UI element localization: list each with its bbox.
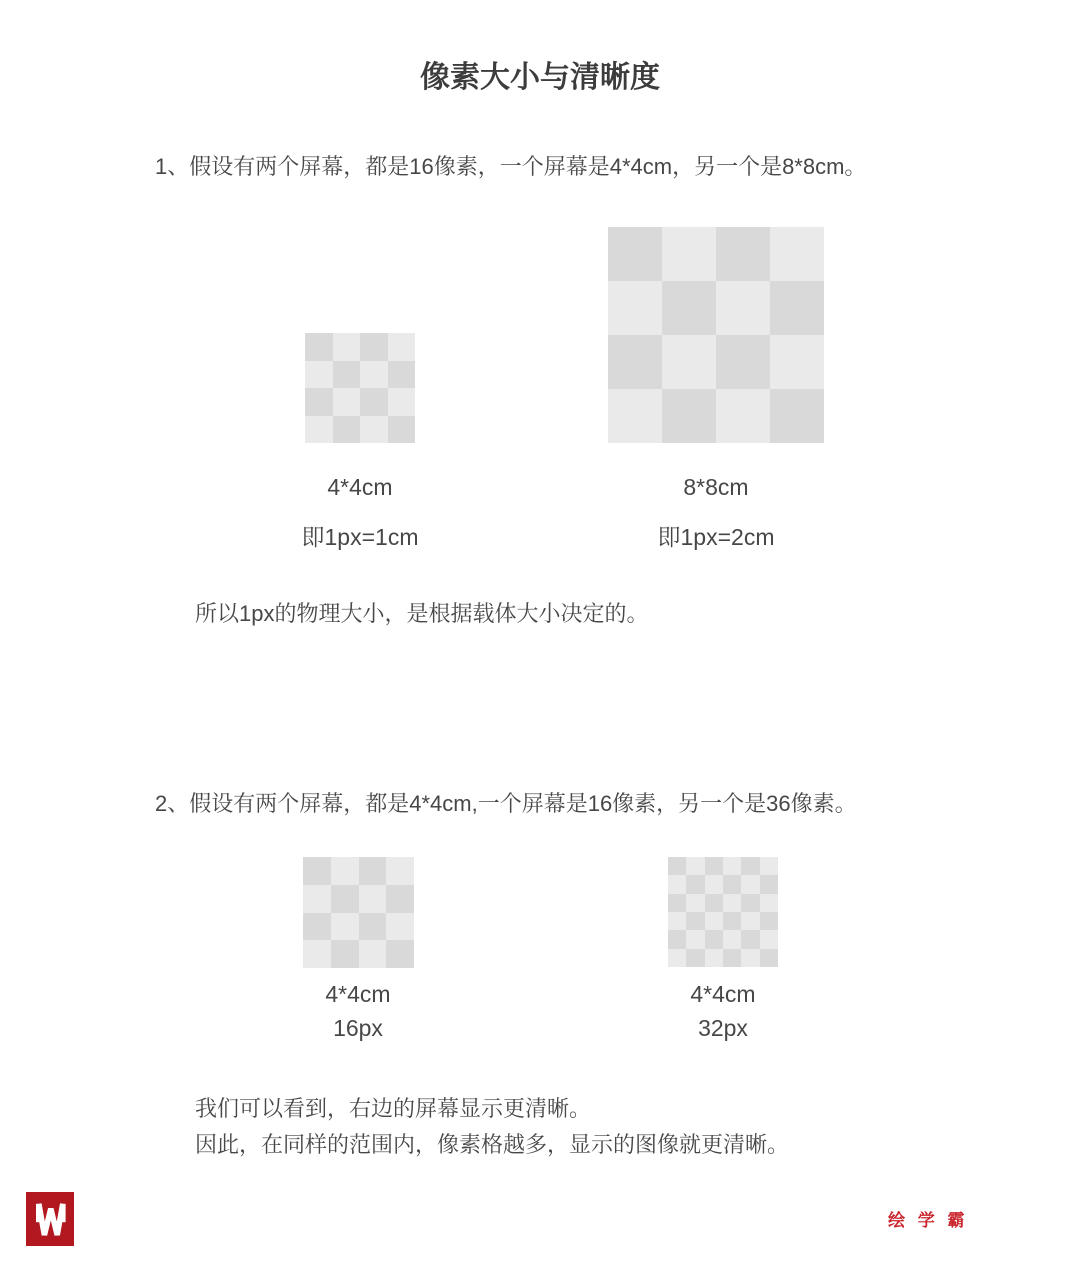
pixel-cell xyxy=(770,281,824,335)
pixel-cell xyxy=(333,388,361,416)
pixel-cell xyxy=(668,875,686,893)
pixel-cell xyxy=(662,281,716,335)
pixel-cell xyxy=(723,875,741,893)
section1-heading: 1、假设有两个屏幕，都是16像素，一个屏幕是4*4cm，另一个是8*8cm。 xyxy=(155,154,867,179)
pixel-cell xyxy=(716,335,770,389)
page-title: 像素大小与清晰度 xyxy=(420,61,660,94)
pixel-cell xyxy=(760,875,778,893)
pixel-cell xyxy=(716,227,770,281)
pixel-cell xyxy=(741,930,759,948)
pixel-cell xyxy=(668,857,686,875)
checkerboard-s2-36px xyxy=(668,857,778,967)
pixel-cell xyxy=(608,281,662,335)
pixel-cell xyxy=(770,227,824,281)
pixel-cell xyxy=(760,857,778,875)
pixel-cell xyxy=(723,930,741,948)
pixel-cell xyxy=(331,940,359,968)
pixel-cell xyxy=(686,930,704,948)
pixel-cell xyxy=(760,894,778,912)
pixel-cell xyxy=(741,857,759,875)
pixel-cell xyxy=(305,416,333,444)
section2-conclusion-line1: 我们可以看到，右边的屏幕显示更清晰。 xyxy=(195,1096,592,1121)
pixel-cell xyxy=(716,281,770,335)
board-sub-label: 即1px=2cm xyxy=(657,524,775,550)
pixel-cell xyxy=(360,388,388,416)
pixel-cell xyxy=(723,894,741,912)
board-sub-label: 16px xyxy=(333,1015,383,1041)
pixel-cell xyxy=(608,389,662,443)
pixel-cell xyxy=(305,333,333,361)
pixel-cell xyxy=(662,335,716,389)
pixel-cell xyxy=(760,930,778,948)
pixel-cell xyxy=(662,389,716,443)
pixel-cell xyxy=(388,416,416,444)
pixel-cell xyxy=(386,857,414,885)
pixel-cell xyxy=(359,940,387,968)
pixel-cell xyxy=(662,227,716,281)
pixel-cell xyxy=(303,913,331,941)
pixel-cell xyxy=(741,912,759,930)
pixel-cell xyxy=(760,949,778,967)
pixel-cell xyxy=(608,335,662,389)
pixel-cell xyxy=(723,857,741,875)
section2-conclusion-line2: 因此，在同样的范围内，像素格越多，显示的图像就更清晰。 xyxy=(195,1132,790,1157)
pixel-cell xyxy=(331,885,359,913)
pixel-cell xyxy=(686,912,704,930)
board-size-label: 4*4cm xyxy=(690,981,756,1007)
pixel-cell xyxy=(388,333,416,361)
pixel-cell xyxy=(686,894,704,912)
pixel-cell xyxy=(686,949,704,967)
checkerboard-s2-16px xyxy=(303,857,414,968)
pixel-cell xyxy=(359,857,387,885)
pixel-cell xyxy=(723,949,741,967)
pixel-cell xyxy=(668,930,686,948)
pixel-cell xyxy=(305,388,333,416)
pixel-cell xyxy=(386,940,414,968)
pixel-cell xyxy=(303,940,331,968)
pixel-cell xyxy=(705,894,723,912)
board-sub-label: 32px xyxy=(698,1015,748,1041)
board-size-label: 4*4cm xyxy=(327,474,393,500)
board-size-label: 4*4cm xyxy=(325,981,391,1007)
brand-name-text: 绘 学 霸 xyxy=(888,1211,969,1230)
pixel-cell xyxy=(723,912,741,930)
checkerboard-s1-8x8cm xyxy=(608,227,824,443)
section1-conclusion: 所以1px的物理大小，是根据载体大小决定的。 xyxy=(195,601,649,626)
board-sub-label: 即1px=1cm xyxy=(301,524,419,550)
pixel-cell xyxy=(305,361,333,389)
pixel-cell xyxy=(741,949,759,967)
checkerboard-s1-4x4cm xyxy=(305,333,415,443)
pixel-cell xyxy=(388,361,416,389)
pixel-cell xyxy=(360,361,388,389)
pixel-cell xyxy=(705,930,723,948)
pixel-cell xyxy=(303,885,331,913)
pixel-cell xyxy=(716,389,770,443)
pixel-cell xyxy=(303,857,331,885)
pixel-cell xyxy=(359,885,387,913)
pixel-cell xyxy=(686,857,704,875)
pixel-cell xyxy=(360,333,388,361)
pixel-cell xyxy=(705,875,723,893)
pixel-cell xyxy=(331,857,359,885)
pixel-cell xyxy=(333,333,361,361)
pixel-cell xyxy=(770,335,824,389)
pixel-cell xyxy=(705,949,723,967)
pixel-cell xyxy=(333,416,361,444)
pixel-cell xyxy=(705,912,723,930)
pixel-cell xyxy=(333,361,361,389)
pixel-cell xyxy=(386,885,414,913)
pixel-cell xyxy=(668,912,686,930)
pixel-cell xyxy=(741,875,759,893)
pixel-cell xyxy=(705,857,723,875)
pixel-cell xyxy=(668,894,686,912)
pixel-cell xyxy=(668,949,686,967)
pixel-cell xyxy=(741,894,759,912)
section2-heading: 2、假设有两个屏幕，都是4*4cm,一个屏幕是16像素，另一个是36像素。 xyxy=(155,791,857,816)
pixel-cell xyxy=(770,389,824,443)
brand-logo-w-icon xyxy=(26,1192,74,1246)
pixel-cell xyxy=(331,913,359,941)
pixel-cell xyxy=(386,913,414,941)
pixel-cell xyxy=(359,913,387,941)
board-size-label: 8*8cm xyxy=(683,474,749,500)
pixel-cell xyxy=(360,416,388,444)
pixel-cell xyxy=(686,875,704,893)
pixel-cell xyxy=(760,912,778,930)
pixel-cell xyxy=(608,227,662,281)
pixel-cell xyxy=(388,388,416,416)
